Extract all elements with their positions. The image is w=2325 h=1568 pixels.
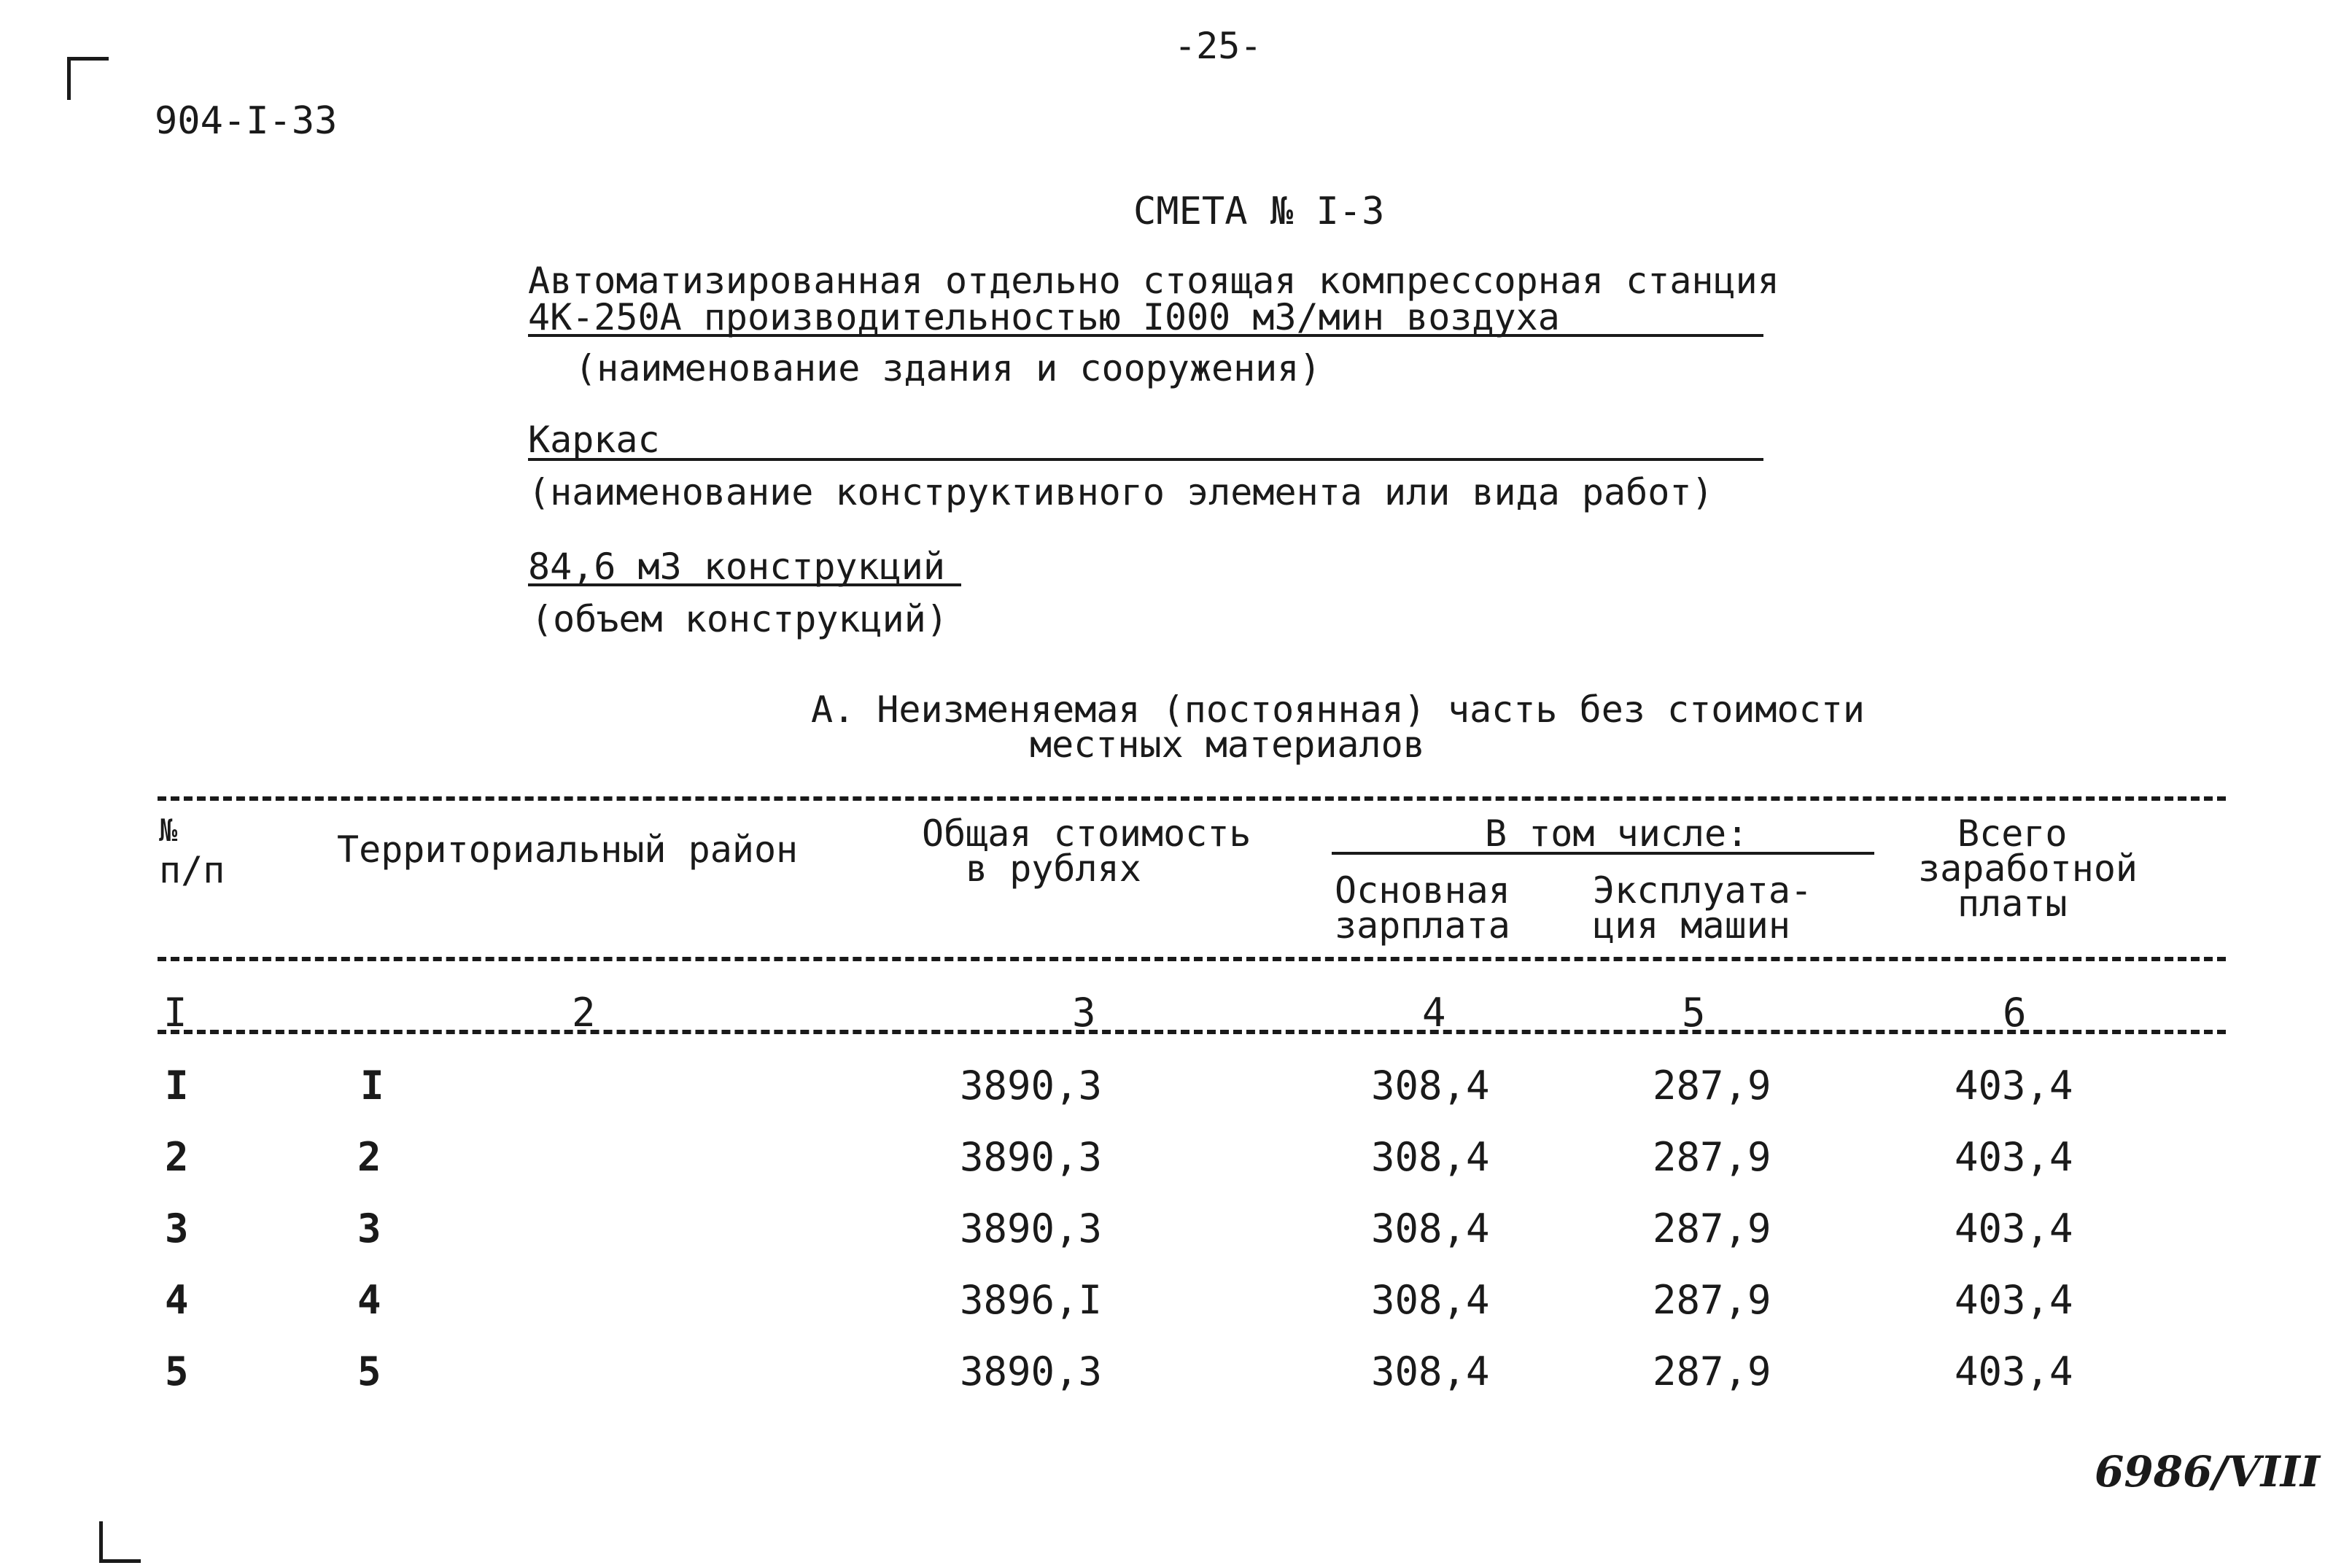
element-name-underline <box>528 458 1763 461</box>
district-cell: 2 <box>357 1134 381 1180</box>
volume-value: 84,6 м3 конструкций <box>528 546 945 588</box>
header-row-number: п/п <box>159 849 225 891</box>
total-wages-cell: 403,4 <box>1955 1134 2073 1180</box>
machine-operation-cell: 287,9 <box>1653 1348 1771 1394</box>
corner-mark-bottom-left <box>99 1521 141 1563</box>
building-name-line2: 4К-250А производительностью I000 м3/мин воздуха <box>528 296 1560 338</box>
total-wages-cell: 403,4 <box>1955 1277 2073 1323</box>
corner-mark-top-left <box>67 57 109 100</box>
header-including-group: В том числе: <box>1485 812 1749 855</box>
machine-operation-cell: 287,9 <box>1653 1134 1771 1180</box>
total-wages-cell: 403,4 <box>1955 1063 2073 1109</box>
header-total-cost-line1: Общая стоимость <box>922 812 1251 855</box>
row-number: 3 <box>165 1206 189 1251</box>
total-cost-cell: 3890,3 <box>960 1134 1103 1180</box>
header-bottom-rule <box>158 957 2226 961</box>
header-total-cost-line2: в рублях <box>966 847 1141 890</box>
volume-caption: (объем конструкций) <box>531 598 948 640</box>
base-salary-cell: 308,4 <box>1371 1206 1490 1251</box>
row-number: 4 <box>165 1277 189 1323</box>
total-cost-cell: 3896,I <box>960 1277 1103 1323</box>
total-wages-cell: 403,4 <box>1955 1206 2073 1251</box>
machine-operation-cell: 287,9 <box>1653 1063 1771 1109</box>
row-number: 2 <box>165 1134 189 1180</box>
building-name-caption: (наименование здания и сооружения) <box>575 347 1321 389</box>
table-top-rule <box>158 796 2226 801</box>
total-wages-cell: 403,4 <box>1955 1348 2073 1394</box>
district-cell: 5 <box>357 1348 381 1394</box>
column-number-6: 6 <box>2003 990 2027 1036</box>
section-title-line2: местных материалов <box>1030 723 1425 766</box>
column-number-5: 5 <box>1682 990 1706 1036</box>
section-title-line1: А. Неизменяемая (постоянная) часть без стоимости <box>811 688 1865 731</box>
header-total-wages-line2: заработной <box>1918 847 2138 890</box>
building-name-underline <box>528 334 1763 337</box>
base-salary-cell: 308,4 <box>1371 1063 1490 1109</box>
district-cell: I <box>360 1063 384 1109</box>
estimate-title: СМЕТА № I-3 <box>1133 190 1385 233</box>
header-base-salary-line2: зарплата <box>1335 904 1510 947</box>
base-salary-cell: 308,4 <box>1371 1134 1490 1180</box>
header-group-rule <box>1332 852 1874 855</box>
header-territorial-district: Территориальный район <box>337 828 799 871</box>
building-name-line1: Автоматизированная отдельно стоящая компрессорная станция <box>528 260 1779 302</box>
total-cost-cell: 3890,3 <box>960 1206 1103 1251</box>
archive-stamp: 6986/VIII <box>2095 1447 2321 1497</box>
document-code: 904-I-33 <box>155 99 338 143</box>
machine-operation-cell: 287,9 <box>1653 1206 1771 1251</box>
column-number-4: 4 <box>1422 990 1446 1036</box>
element-caption: (наименование конструктивного элемента или вида работ) <box>528 471 1714 513</box>
column-number-3: 3 <box>1072 990 1096 1036</box>
header-total-wages-line3: платы <box>1957 882 2068 925</box>
header-base-salary-line1: Основная <box>1335 869 1510 912</box>
total-cost-cell: 3890,3 <box>960 1348 1103 1394</box>
base-salary-cell: 308,4 <box>1371 1348 1490 1394</box>
base-salary-cell: 308,4 <box>1371 1277 1490 1323</box>
row-number: 5 <box>165 1348 189 1394</box>
page-number: -25- <box>1174 25 1262 67</box>
volume-underline <box>528 583 961 586</box>
column-number-1: I <box>163 990 187 1036</box>
column-numbers-rule <box>158 1030 2226 1034</box>
district-cell: 4 <box>357 1277 381 1323</box>
element-name: Каркас <box>528 419 660 461</box>
column-number-2: 2 <box>572 990 596 1036</box>
district-cell: 3 <box>357 1206 381 1251</box>
header-number-sign: № <box>159 812 178 848</box>
header-machine-operation-line2: ция машин <box>1593 904 1790 947</box>
machine-operation-cell: 287,9 <box>1653 1277 1771 1323</box>
row-number: I <box>165 1063 189 1109</box>
total-cost-cell: 3890,3 <box>960 1063 1103 1109</box>
header-total-wages-line1: Всего <box>1957 812 2068 855</box>
header-machine-operation-line1: Эксплуата- <box>1593 869 1813 912</box>
